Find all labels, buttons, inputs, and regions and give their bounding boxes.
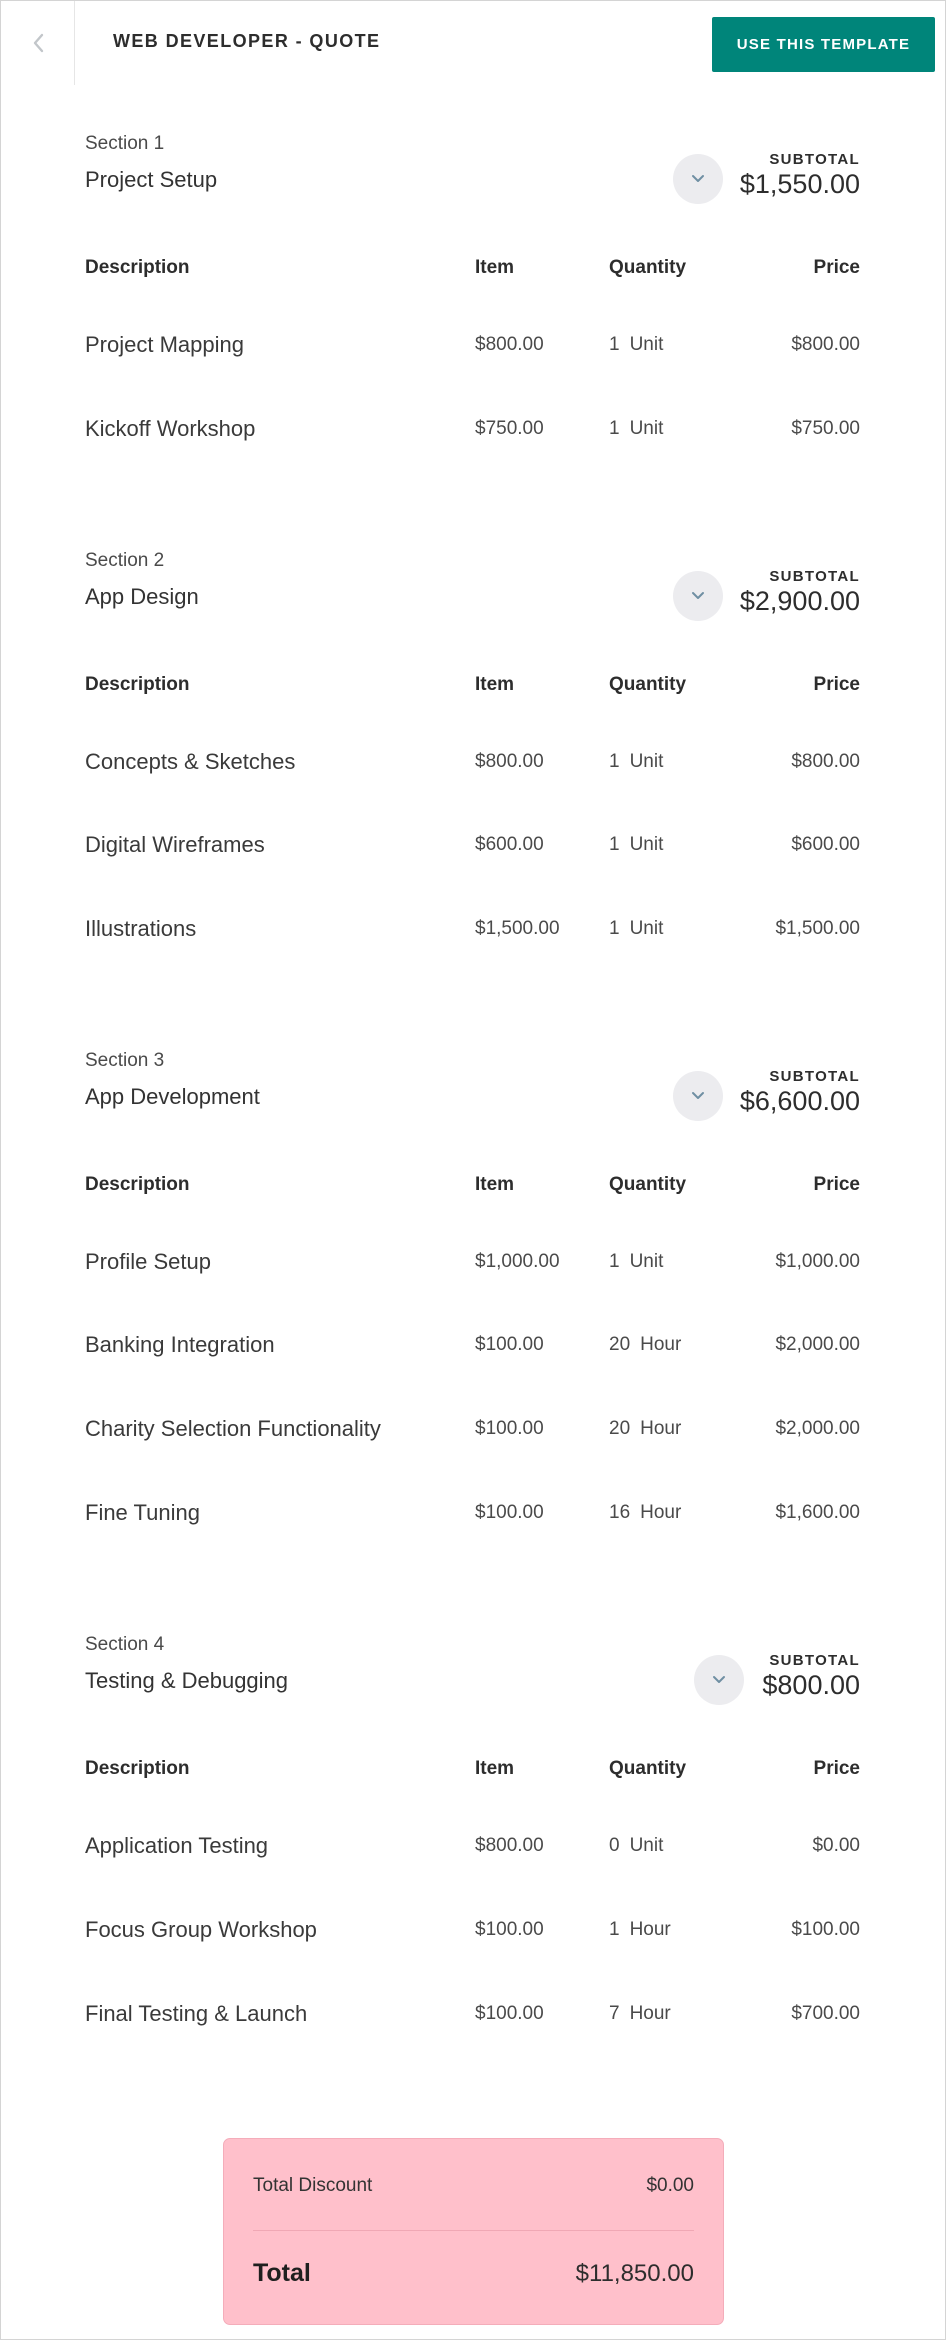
row-description: Kickoff Workshop bbox=[85, 416, 256, 441]
quantity-value: 16 bbox=[609, 1502, 631, 1523]
row-quantity bbox=[609, 751, 663, 773]
section-number: Section 4 bbox=[85, 1634, 165, 1655]
chevron-down-icon bbox=[690, 591, 706, 601]
row-description: Concepts & Sketches bbox=[85, 749, 296, 774]
subtotal-value: $800.00 bbox=[762, 1670, 860, 1700]
row-quantity bbox=[609, 1835, 663, 1857]
row-quantity bbox=[609, 2003, 671, 2025]
row-price: $1,600.00 bbox=[775, 1502, 860, 1523]
quantity-value: 1 bbox=[609, 1251, 620, 1272]
row-price: $750.00 bbox=[791, 418, 860, 439]
row-price: $700.00 bbox=[791, 2003, 860, 2024]
section-title: Project Setup bbox=[85, 167, 218, 192]
chevron-down-icon bbox=[711, 1675, 727, 1685]
table-header bbox=[85, 257, 860, 281]
column-quantity: Quantity bbox=[609, 674, 687, 695]
table-row bbox=[85, 1416, 860, 1446]
subtotal-label: SUBTOTAL bbox=[769, 1652, 860, 1669]
row-description: Digital Wireframes bbox=[85, 832, 265, 857]
section-title: App Design bbox=[85, 584, 199, 609]
section-number: Section 2 bbox=[85, 550, 165, 571]
subtotal-value: $2,900.00 bbox=[739, 586, 860, 616]
quantity-value: 1 bbox=[609, 834, 620, 855]
row-quantity bbox=[609, 1502, 681, 1524]
quantity-unit: Unit bbox=[629, 834, 664, 855]
column-description: Description bbox=[85, 257, 190, 278]
subtotal-value: $1,550.00 bbox=[739, 169, 860, 199]
totals-panel bbox=[223, 2138, 724, 2325]
row-quantity bbox=[609, 1919, 671, 1941]
column-description: Description bbox=[85, 674, 190, 695]
quantity-unit: Hour bbox=[640, 1502, 682, 1523]
table-row bbox=[85, 416, 860, 446]
row-description: Focus Group Workshop bbox=[85, 1917, 317, 1942]
quantity-value: 1 bbox=[609, 751, 620, 772]
row-price: $600.00 bbox=[791, 834, 860, 855]
quantity-unit: Unit bbox=[629, 918, 664, 939]
divider bbox=[253, 2230, 694, 2231]
table-row bbox=[85, 916, 860, 946]
row-quantity bbox=[609, 834, 663, 856]
row-quantity bbox=[609, 418, 663, 440]
quantity-unit: Unit bbox=[629, 334, 664, 355]
chevron-down-icon bbox=[690, 174, 706, 184]
quantity-unit: Hour bbox=[640, 1418, 682, 1439]
row-price: $1,000.00 bbox=[775, 1251, 860, 1272]
row-item: $100.00 bbox=[475, 1418, 544, 1439]
row-price: $2,000.00 bbox=[775, 1418, 860, 1439]
total-label: Total bbox=[253, 2259, 311, 2287]
row-price: $1,500.00 bbox=[775, 918, 860, 939]
subtotal-label: SUBTOTAL bbox=[769, 568, 860, 585]
column-item: Item bbox=[475, 674, 515, 695]
section-number: Section 1 bbox=[85, 133, 165, 154]
column-item: Item bbox=[475, 1758, 515, 1779]
table-row bbox=[85, 749, 860, 779]
quantity-unit: Unit bbox=[629, 751, 664, 772]
subtotal-value: $6,600.00 bbox=[739, 1086, 860, 1116]
row-item: $100.00 bbox=[475, 2003, 544, 2024]
row-item: $600.00 bbox=[475, 834, 544, 855]
section-title: App Development bbox=[85, 1084, 260, 1109]
column-item: Item bbox=[475, 1174, 515, 1195]
quantity-unit: Hour bbox=[629, 2003, 671, 2024]
row-description: Final Testing & Launch bbox=[85, 2001, 308, 2026]
row-quantity bbox=[609, 1334, 681, 1356]
total-value: $11,850.00 bbox=[575, 2260, 694, 2287]
row-description: Project Mapping bbox=[85, 332, 244, 357]
row-quantity bbox=[609, 1251, 663, 1273]
quantity-unit: Unit bbox=[629, 1835, 664, 1856]
quantity-value: 1 bbox=[609, 1919, 620, 1940]
section-number: Section 3 bbox=[85, 1050, 165, 1071]
use-template-button[interactable]: USE THIS TEMPLATE bbox=[712, 17, 935, 72]
quantity-unit: Hour bbox=[629, 1919, 671, 1940]
quantity-value: 1 bbox=[609, 418, 620, 439]
row-item: $100.00 bbox=[475, 1919, 544, 1940]
row-price: $100.00 bbox=[791, 1919, 860, 1940]
row-description: Banking Integration bbox=[85, 1332, 275, 1357]
column-quantity: Quantity bbox=[609, 1174, 687, 1195]
subtotal-label: SUBTOTAL bbox=[769, 151, 860, 168]
discount-label: Total Discount bbox=[253, 2175, 373, 2196]
row-item: $100.00 bbox=[475, 1502, 544, 1523]
row-item: $1,500.00 bbox=[475, 918, 560, 939]
quantity-value: 20 bbox=[609, 1334, 631, 1355]
section-toggle-button[interactable] bbox=[673, 571, 723, 621]
row-price: $0.00 bbox=[812, 1835, 860, 1856]
column-quantity: Quantity bbox=[609, 257, 687, 278]
discount-value: $0.00 bbox=[646, 2175, 694, 2196]
table-header bbox=[85, 1174, 860, 1198]
column-description: Description bbox=[85, 1174, 190, 1195]
chevron-left-icon bbox=[31, 32, 45, 54]
column-description: Description bbox=[85, 1758, 190, 1779]
quantity-unit: Unit bbox=[629, 418, 664, 439]
column-quantity: Quantity bbox=[609, 1758, 687, 1779]
table-row bbox=[85, 1332, 860, 1362]
table-row bbox=[85, 1917, 860, 1947]
back-button[interactable] bbox=[1, 1, 75, 85]
row-item: $800.00 bbox=[475, 1835, 544, 1856]
quantity-value: 0 bbox=[609, 1835, 620, 1856]
section-title: Testing & Debugging bbox=[85, 1668, 289, 1693]
row-item: $1,000.00 bbox=[475, 1251, 560, 1272]
table-row bbox=[85, 332, 860, 362]
row-item: $800.00 bbox=[475, 751, 544, 772]
row-price: $800.00 bbox=[791, 751, 860, 772]
table-row bbox=[85, 832, 860, 862]
row-price: $800.00 bbox=[791, 334, 860, 355]
quantity-value: 1 bbox=[609, 334, 620, 355]
section-toggle-button[interactable] bbox=[673, 154, 723, 204]
header bbox=[1, 1, 945, 85]
column-price: Price bbox=[813, 1758, 860, 1779]
row-description: Application Testing bbox=[85, 1833, 269, 1858]
row-description: Fine Tuning bbox=[85, 1500, 200, 1525]
table-row bbox=[85, 2001, 860, 2031]
table-header bbox=[85, 1758, 860, 1782]
column-item: Item bbox=[475, 257, 515, 278]
table-row bbox=[85, 1249, 860, 1279]
row-quantity bbox=[609, 1418, 681, 1440]
table-row bbox=[85, 1833, 860, 1863]
table-header bbox=[85, 674, 860, 698]
page-title: WEB DEVELOPER - QUOTE bbox=[113, 31, 381, 51]
row-description: Illustrations bbox=[85, 916, 197, 941]
chevron-down-icon bbox=[690, 1091, 706, 1101]
column-price: Price bbox=[813, 674, 860, 695]
quantity-value: 1 bbox=[609, 918, 620, 939]
row-item: $800.00 bbox=[475, 334, 544, 355]
quantity-value: 7 bbox=[609, 2003, 620, 2024]
row-item: $100.00 bbox=[475, 1334, 544, 1355]
subtotal-label: SUBTOTAL bbox=[769, 1068, 860, 1085]
quantity-value: 20 bbox=[609, 1418, 631, 1439]
quantity-unit: Hour bbox=[640, 1334, 682, 1355]
row-item: $750.00 bbox=[475, 418, 544, 439]
row-description: Profile Setup bbox=[85, 1249, 211, 1274]
column-price: Price bbox=[813, 1174, 860, 1195]
quantity-unit: Unit bbox=[629, 1251, 664, 1272]
row-quantity bbox=[609, 918, 663, 940]
row-quantity bbox=[609, 334, 663, 356]
table-row bbox=[85, 1500, 860, 1530]
section-toggle-button[interactable] bbox=[694, 1655, 744, 1705]
row-description: Charity Selection Functionality bbox=[85, 1416, 381, 1441]
row-price: $2,000.00 bbox=[775, 1334, 860, 1355]
column-price: Price bbox=[813, 257, 860, 278]
section-toggle-button[interactable] bbox=[673, 1071, 723, 1121]
